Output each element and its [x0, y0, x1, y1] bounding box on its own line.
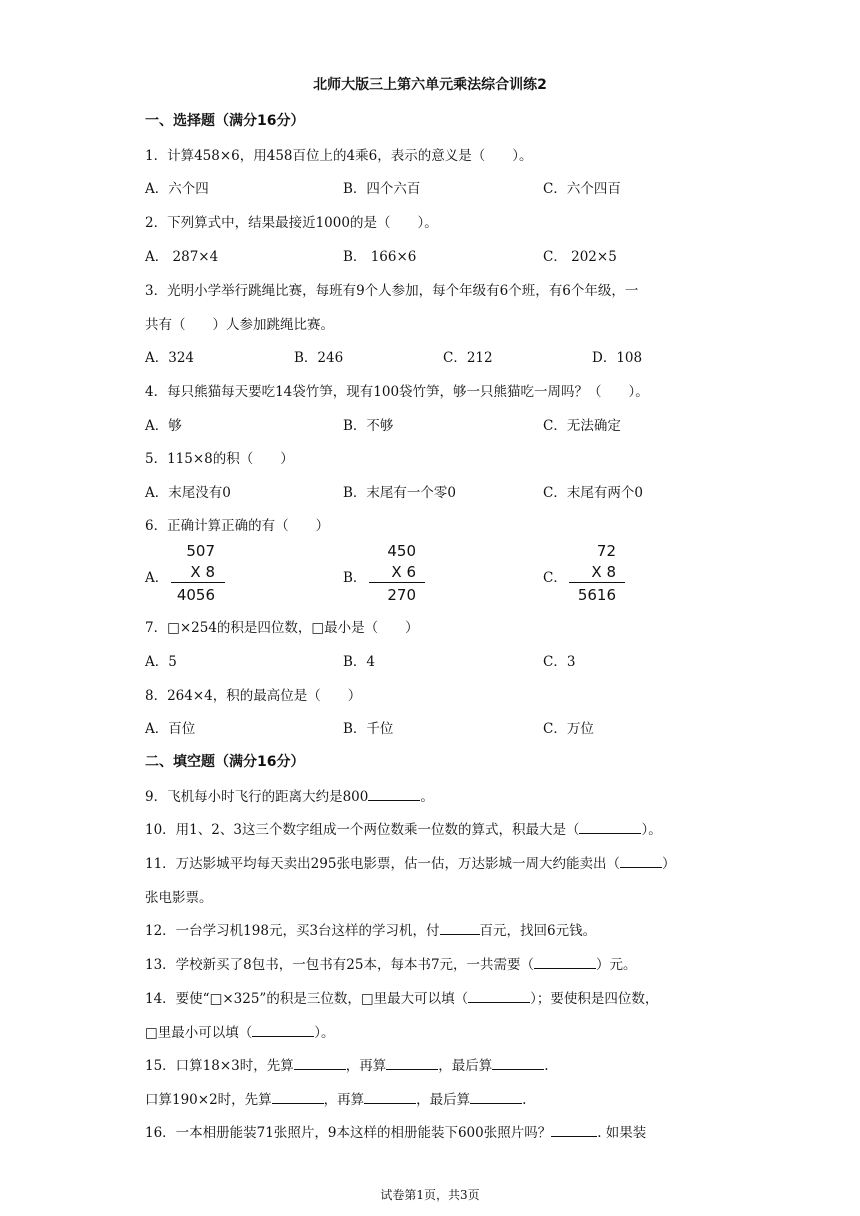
q4-option-b: B．不够 [343, 418, 394, 434]
q14-answer-blank-1[interactable] [468, 990, 530, 1003]
q14-text-mid: ）；要使积是四位数， [530, 991, 659, 1007]
question-7: 7．□×254的积是四位数，□最小是（ ） [145, 620, 419, 636]
question-5: 5．115×8的积（ ） [145, 451, 294, 467]
question-3-line-1: 3．光明小学举行跳绳比赛，每班有9个人参加，每个年级有6个班，有6个年级，一 [145, 283, 639, 299]
q5-option-b: B．末尾有一个零0 [343, 485, 457, 501]
q2-option-c: C． 202×5 [543, 249, 617, 265]
q12-text-end: 百元，找回6元钱。 [479, 923, 597, 939]
question-11-line-1 [145, 852, 675, 872]
q15-blank-1[interactable] [294, 1057, 346, 1070]
q15-text-d: . [544, 1058, 549, 1074]
q6-b-product: 270 [387, 586, 416, 604]
q3-option-b: B．246 [294, 350, 344, 366]
q14-text-2: □里最小可以填（ [145, 1025, 253, 1041]
section-heading-choice: 一、选择题（满分16分） [145, 113, 305, 129]
q15-blank-5[interactable] [364, 1091, 416, 1104]
q15-blank-2[interactable] [386, 1057, 438, 1070]
q5-option-a: A．末尾没有0 [145, 485, 231, 501]
question-8: 8．264×4，积的最高位是（ ） [145, 688, 362, 704]
q16-answer-blank[interactable] [551, 1124, 597, 1137]
q11-text: 11．万达影城平均每天卖出295张电影票，估一估，万达影城一周大约能卖出（ [145, 856, 620, 872]
page-footer: 试卷第1页，共3页 [380, 1188, 480, 1202]
q6-c-multiplier: X 8 [591, 563, 616, 581]
section-heading-fill-in: 二、填空题（满分16分） [145, 754, 305, 770]
q6-c-multiplicand: 72 [596, 542, 616, 560]
q6-option-a-label: A． [145, 570, 169, 586]
q2-option-a: A． 287×4 [145, 249, 219, 265]
q15-blank-3[interactable] [492, 1057, 544, 1070]
q13-text-end: ）元。 [596, 957, 637, 973]
q15-blank-4[interactable] [272, 1091, 324, 1104]
question-4: 4．每只熊猫每天要吃14袋竹笋，现有100袋竹笋，够一只熊猫吃一周吗？（ ）。 [145, 384, 649, 400]
question-16 [145, 1121, 646, 1141]
q4-option-a: A．够 [145, 418, 182, 434]
q15-text-h: . [522, 1092, 527, 1108]
question-1: 1．计算458×6，用458百位上的4乘6，表示的意义是（ ）。 [145, 148, 533, 164]
q6-c-result-line [569, 582, 625, 583]
q7-option-a: A．5 [145, 654, 177, 670]
q3-option-c: C．212 [443, 350, 493, 366]
question-14-line-1 [145, 987, 658, 1007]
q10-answer-blank[interactable] [579, 821, 641, 834]
q12-text: 12．一台学习机198元，买3台这样的学习机，付 [145, 923, 440, 939]
q6-a-multiplier: X 8 [190, 563, 215, 581]
q15-text-e: 口算190×2时，先算 [145, 1092, 272, 1108]
q6-a-multiplicand: 507 [186, 542, 215, 560]
q1-option-b: B．四个六百 [343, 181, 421, 197]
q6-option-c-label: C． [543, 570, 567, 586]
question-12 [145, 919, 596, 939]
question-2: 2．下列算式中，结果最接近1000的是（ ）。 [145, 215, 438, 231]
q10-text-end: ）。 [641, 822, 662, 838]
q14-text: 14．要使“□×325”的积是三位数，□里最大可以填（ [145, 991, 469, 1007]
q8-option-c: C．万位 [543, 721, 594, 737]
question-10 [145, 818, 662, 838]
question-11-line-2: 张电影票。 [145, 890, 213, 906]
q6-b-multiplicand: 450 [387, 542, 416, 560]
q6-a-result-line [171, 582, 225, 583]
q13-text: 13．学校新买了8包书，一包书有25本，每本书7元，一共需要（ [145, 957, 535, 973]
q6-b-multiplier: X 6 [391, 563, 416, 581]
q7-option-c: C．3 [543, 654, 576, 670]
question-15-line-1 [145, 1054, 549, 1074]
q10-text: 10．用1、2、3这三个数字组成一个两位数乘一位数的算式，积最大是（ [145, 822, 580, 838]
q6-a-product: 4056 [176, 586, 215, 604]
q12-answer-blank[interactable] [440, 922, 480, 935]
q6-option-b-label: B． [343, 570, 367, 586]
question-9 [145, 785, 434, 805]
q11-text-end: ） [661, 856, 676, 872]
q14-text-end: ）。 [314, 1025, 335, 1041]
q8-option-a: A．百位 [145, 721, 196, 737]
q8-option-b: B．千位 [343, 721, 394, 737]
question-3-line-2: 共有（ ）人参加跳绳比赛。 [145, 317, 334, 333]
q4-option-c: C．无法确定 [543, 418, 621, 434]
q2-option-b: B． 166×6 [343, 249, 417, 265]
question-13 [145, 953, 637, 973]
q15-text-f: ，再算 [323, 1092, 365, 1108]
q13-answer-blank[interactable] [534, 956, 596, 969]
q9-answer-blank[interactable] [368, 788, 420, 801]
question-15-line-2 [145, 1088, 526, 1108]
q3-option-d: D．108 [592, 350, 643, 366]
q9-text: 9．飞机每小时飞行的距离大约是800 [145, 789, 369, 805]
question-6: 6．正确计算正确的有（ ） [145, 518, 330, 534]
q6-option-a-calculation [145, 542, 245, 606]
q15-text-a: 15．口算18×3时，先算 [145, 1058, 294, 1074]
q6-c-product: 5616 [577, 586, 616, 604]
q7-option-b: B．4 [343, 654, 376, 670]
q1-option-a: A．六个四 [145, 181, 209, 197]
q15-text-g: ，最后算 [416, 1092, 471, 1108]
page-title: 北师大版三上第六单元乘法综合训练2 [313, 77, 547, 93]
question-14-line-2 [145, 1021, 335, 1041]
q16-text-end: . 如果装 [597, 1125, 647, 1141]
q6-b-result-line [369, 582, 425, 583]
q1-option-c: C．六个四百 [543, 181, 621, 197]
q6-option-c-calculation [543, 542, 643, 606]
q3-option-a: A．324 [145, 350, 195, 366]
q15-blank-6[interactable] [470, 1091, 522, 1104]
q9-text-end: 。 [420, 789, 434, 805]
q15-text-c: ，最后算 [438, 1058, 493, 1074]
q16-text: 16．一本相册能装71张照片，9本这样的相册能装下600张照片吗？ [145, 1125, 552, 1141]
q6-option-b-calculation [343, 542, 443, 606]
q14-answer-blank-2[interactable] [252, 1024, 314, 1037]
q11-answer-blank[interactable] [620, 855, 662, 868]
q5-option-c: C．末尾有两个0 [543, 485, 643, 501]
q15-text-b: ，再算 [345, 1058, 387, 1074]
